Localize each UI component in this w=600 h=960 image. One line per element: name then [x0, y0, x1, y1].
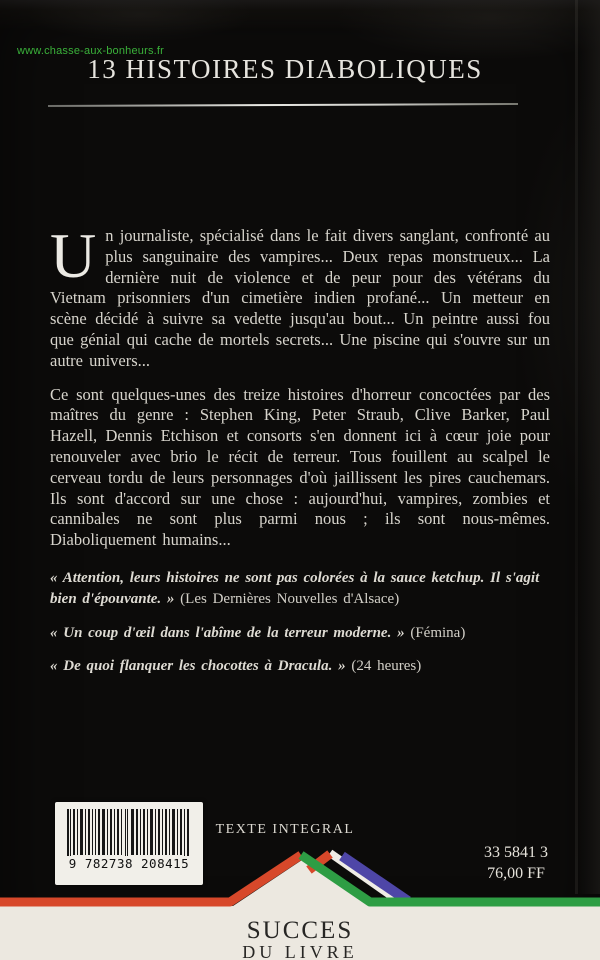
price: 76,00 FF — [487, 865, 545, 882]
synopsis-paragraph-1-text: n journaliste, spécialisé dans le fait divers sanglant, confronté au plus sanguinaire des vampires... Deux repas monstrueux... La dernière nuit de violence et de peur pour des vétérans du Vietnam prisonniers d'un cimetière indien profané... Un metteur en scène décidé à suivre sa vedette jusqu'au bout... Un peintre aussi fou que génial qui cache de mortels secrets... Une piscine qui s'ouvre sur un autre univers... — [50, 226, 550, 370]
publisher-name-line2: DU LIVRE — [242, 942, 358, 960]
drop-cap: U — [50, 220, 97, 291]
publisher-name-line1: SUCCES — [246, 917, 354, 944]
press-quote-1-text: « Attention, leurs histoires ne sont pas colorées à la sauce ketchup. Il s'agit bien d'épouvante. » — [50, 569, 540, 608]
press-quote-2-source: (Fémina) — [410, 624, 466, 641]
press-quote-3-source: (24 heures) — [351, 658, 422, 675]
publisher-logo — [0, 840, 600, 960]
title-divider-line — [48, 103, 518, 107]
synopsis-paragraph-2: Ce sont quelques-unes des treize histoires d'horreur concoctées par des maîtres du genre : Stephen King, Peter Straub, Clive Barker, Paul Hazell, Dennis Etchison et consorts s'en donnent ici à cœur joie pour renouveler avec brio le récit de terreur. Tous fouillent au scalpel le cerveau tordu de leurs personnages d'où jaillissent les pires cauchemars. Ils sont d'accord sur une chose : aujourd'hui, vampires, zombies et cannibales ne sont plus parmi nous ; ils sont nous-mêmes. Diaboliquement humains... — [50, 384, 550, 550]
watermark-url: www.chasse-aux-bonheurs.fr — [17, 45, 165, 57]
ref-code: 33 5841 3 — [484, 844, 548, 861]
press-quote-3-text: « De quoi flanquer les chocottes à Dracula. » — [50, 658, 346, 675]
press-quote-2-text: « Un coup d'œil dans l'abîme de la terreur moderne. » — [50, 624, 405, 641]
book-edge-shade — [578, 0, 600, 894]
barcode-number: 9 782738 208415 — [66, 856, 192, 871]
format-label: TEXTE INTEGRAL — [215, 822, 355, 837]
press-quote-3 — [50, 656, 550, 678]
synopsis-paragraph-1 — [50, 220, 550, 372]
book-edge-crease — [575, 0, 578, 894]
press-quotes — [50, 568, 550, 678]
synopsis-block — [50, 220, 550, 678]
press-quote-1-source: (Les Dernières Nouvelles d'Alsace) — [180, 591, 400, 608]
press-quote-2 — [50, 623, 550, 645]
press-quote-1 — [50, 568, 550, 611]
book-title: 13 HISTOIRES DIABOLIQUES — [87, 54, 483, 84]
